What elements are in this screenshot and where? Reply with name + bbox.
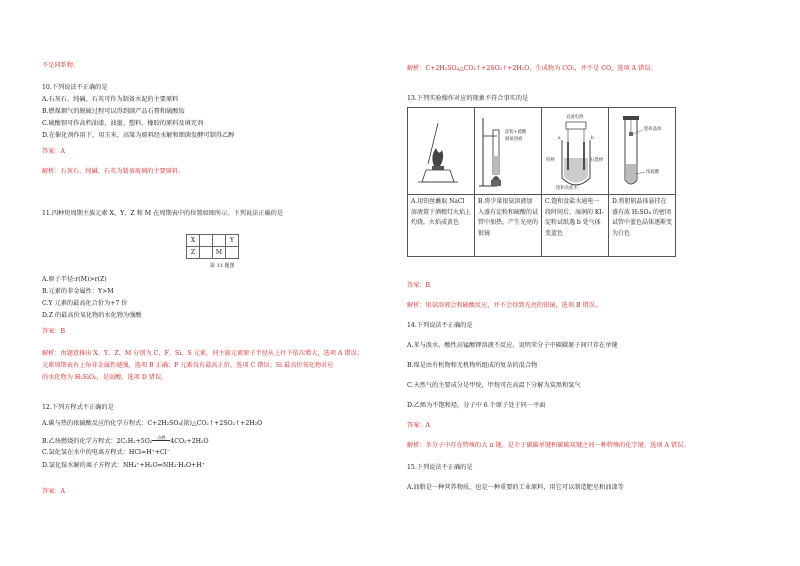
q12-option-a (42, 420, 262, 428)
label-conc-sulfuric: 浓硫酸 (646, 170, 660, 175)
q13-option-d: D.将胆矾晶体悬挂在盛有浓 H₂SO₄ 的密闭试管中蓝色晶体逐渐变为白色 (609, 195, 676, 257)
q13-option-c: C.饱和食盐水通电一段时间后，湿润的 KI-淀粉试纸遇 b 处气体变蓝色 (542, 195, 609, 257)
q13-figure-a (408, 108, 475, 195)
q10-option-a: A.石灰石、纯碱、石英可作为制备水泥的主要原料 (42, 96, 179, 103)
q13-answer: 答案：B (407, 282, 431, 289)
pt-cell (213, 235, 226, 247)
q12-stem: 12.下列方程式不正确的是 (42, 404, 114, 411)
left-column (42, 0, 392, 566)
q12-option-b (42, 436, 209, 446)
q11-analysis-line3: 的水化物为 H₂SiO₃，是弱酸，选项 D 错误。 (42, 374, 168, 381)
q13-figure-b (475, 108, 542, 195)
q11-option-c: C.Y 元素的最高化合价为+7 价 (42, 300, 128, 307)
q14-analysis: 解析：苯分子中存在特殊的大 π 键，是介于碳碳单键和碳碳双键之间一种特殊的化学键，选项 A 错误。 (407, 442, 690, 449)
q11-figure-caption: 第 11 题图 (210, 263, 235, 269)
q13-option-a: A.用铂丝蘸取 NaCl 溶液置于酒精灯火焰上灼烧，火焰成黄色 (408, 195, 475, 257)
q11-answer: 答案：B (42, 328, 66, 335)
label-brine: 饱和食盐水 (556, 186, 578, 191)
label-blue-vitriol: 胆矾晶体 (644, 127, 662, 132)
label-silver-ammonia: 铜氨溶液 (505, 137, 523, 142)
q12-option-a-text: A.碳与热的浓硫酸反应的化学方程式：C+2H₂SO₄(浓) (42, 420, 192, 427)
q11-periodic-table (186, 234, 252, 269)
q15-stem: 15.下列说法不正确的是 (407, 464, 473, 471)
pt-cell (226, 247, 239, 259)
q12-option-a-tail: CO₂↑+2SO₂↑+2H₂O (196, 420, 263, 427)
q10-option-d: D.在催化剂作用下，用玉米、高粱为原料经水解和细菌发酵可制得乙醇 (42, 132, 235, 139)
q11-option-d: D.Z 的最高价氧化物的水化物为强酸 (42, 312, 142, 319)
heat-triangle-icon: △ (191, 420, 197, 427)
q12-answer: 答案：A (42, 488, 66, 495)
heat-triangle-icon: △ (459, 65, 464, 72)
q14-option-b: B.煤是由有机物和无机物所组成的复杂的混合物 (407, 362, 538, 369)
q12-option-c: C.氯化氢在水中的电离方程式：HCl=H⁺+Cl⁻ (42, 449, 171, 456)
pt-cell (200, 235, 213, 247)
q12-analysis-tail: CO₂↑+2SO₂↑+2H₂O，生成物为 CO₂，并不是 CO，选项 A 错误。 (463, 65, 657, 72)
q10-stem: 10.下列说法不正确的是 (42, 84, 108, 91)
sealed-tube-icon (609, 108, 676, 195)
pt-cell-z: Z (187, 247, 200, 259)
q10-option-b: B.燃煤烟气的脱硫过程可以得到副产品石膏和硫酸铵 (42, 108, 185, 115)
q13-figure-c (542, 108, 609, 195)
q12-option-b-tail: 4CO₂+2H₂O (170, 438, 209, 445)
q12-option-b-condition: 点燃 (152, 436, 170, 441)
q12-option-b-text: B.乙炔燃烧的化学方程式：2C₂H₂+5O₂ (42, 438, 153, 445)
q14-option-c: C.天然气的主要成分是甲烷，甲烷可在高温下分解为炭黑和氢气 (407, 382, 581, 389)
pt-cell-m: M (213, 247, 226, 259)
q14-answer: 答案：A (407, 422, 431, 429)
q10-answer: 答案：A (42, 148, 66, 155)
test-tube-heating-icon (475, 108, 542, 195)
q12-option-d: D.氯化铵水解的离子方程式：NH₄⁺+H₂O⇌NH₃·H₂O+H⁺ (42, 462, 205, 469)
label-iron-rod: 铁棒 (546, 158, 555, 163)
q12-analysis-text: 解析：C+2H₂SO₄ (407, 65, 460, 72)
q14-option-d: D.乙烯为不饱和烃，分子中 6 个原子处于同一平面 (407, 402, 546, 409)
burner-flame-icon (408, 108, 475, 195)
q14-option-a: A.苯与溴水、酸性高锰酸钾溶液不反应，说明苯分子中碳碳原子间只存在单键 (407, 342, 618, 349)
label-starch-sulfuric: 淀粉+硫酸 (505, 130, 527, 135)
electrolysis-u-tube-icon (542, 108, 609, 195)
pt-cell-y: Y (226, 235, 239, 247)
pt-cell-empty (239, 235, 252, 247)
q13-experiment-table (407, 107, 676, 257)
q11-analysis-line1: 解析：由题意推出 X、Y、Z、M 分别为 C、F、Si、S 元素，同主族元素原子半径从上往下依次增大，选项 A 错误； (42, 350, 363, 357)
q14-stem: 14.下列说法不正确的是 (407, 322, 473, 329)
q13-stem: 13.下列实验操作对应的现象不符合事实的是 (407, 95, 529, 102)
right-column (407, 0, 757, 566)
q13-analysis: 解析：银氨溶液会和硫酸反应，并不会得到光亮的银镜，选项 B 错误。 (407, 302, 602, 309)
pt-cell-x: X (187, 235, 200, 247)
left-top-note: 不是同系物。 (42, 62, 80, 69)
q11-analysis-line2: 元素周期表右上角非金属性越强，选项 B 正确；F 元素没有最高正价，选项 C 错误；Si 最高价氧化物对应 (42, 362, 334, 369)
pt-cell-empty (239, 247, 252, 259)
label-dc-power: 直流电源 (566, 115, 584, 120)
q15-option-a: A.油脂是一种营养物质，也是一种重要的工业原料，用它可以制造肥皂和油漆等 (407, 484, 624, 491)
q10-option-c: C.硫酸钡可作高档油漆、油墨、塑料、橡胶的原料及填充剂 (42, 120, 204, 127)
q13-option-b: B.将少量银氨溶液加入盛有淀粉和硫酸的试管中加热，产生光亮的银镜 (475, 195, 542, 257)
q11-stem: 11.四种短周期主族元素 X、Y、Z 和 M 在周期表中的位置如图所示。下列说法正确的是 (42, 210, 284, 217)
label-graphite-rod: 石墨棒 (590, 158, 604, 163)
q11-option-a: A.原子半径:r(M)>r(Z) (42, 276, 107, 283)
q10-analysis: 解析：石灰石、纯碱、石英为制备玻璃的主要原料。 (42, 168, 185, 175)
pt-cell (200, 247, 213, 259)
label-b: b (591, 136, 594, 141)
q13-figure-d (609, 108, 676, 195)
q11-option-b: B.元素的非金属性：Y>M (42, 288, 114, 295)
label-a: a (558, 136, 561, 141)
q12-analysis (407, 65, 657, 73)
